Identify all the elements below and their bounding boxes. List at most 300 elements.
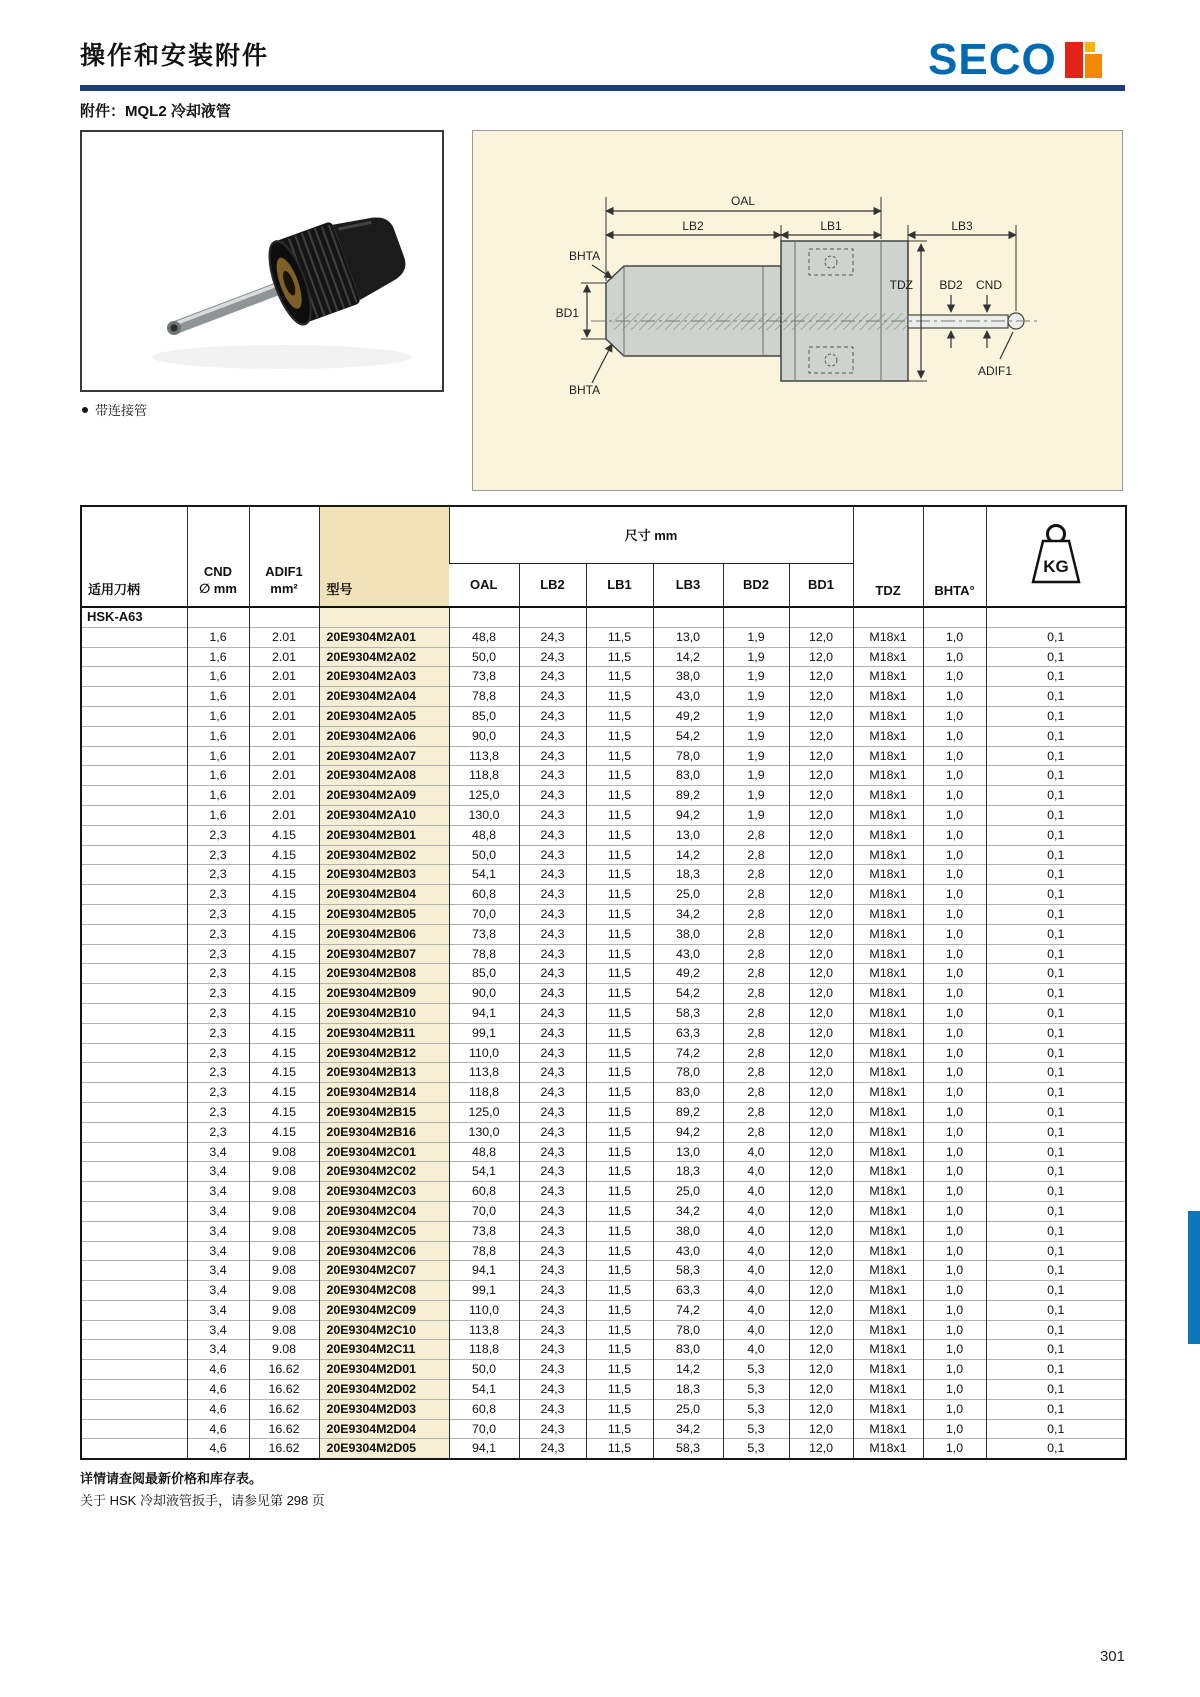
col-header-lb2: LB2 [519, 563, 586, 607]
table-row [81, 825, 1126, 845]
cell-bd1: 12,0 [789, 647, 853, 667]
cell-oal: 50,0 [449, 1360, 519, 1380]
table-row [81, 627, 1126, 647]
cell-tdz: M18x1 [853, 1439, 923, 1459]
cell-lb2: 24,3 [519, 825, 586, 845]
cell-lb2: 24,3 [519, 1201, 586, 1221]
table-row [81, 1320, 1126, 1340]
cell-oal: 99,1 [449, 1023, 519, 1043]
cell-tdz: M18x1 [853, 1201, 923, 1221]
cell-lb3: 54,2 [653, 726, 723, 746]
cell-tdz: M18x1 [853, 1360, 923, 1380]
cell-bd2: 4,0 [723, 1221, 789, 1241]
group-empty-cell [586, 607, 653, 627]
cell-bd1: 12,0 [789, 825, 853, 845]
cell-kg: 0,1 [986, 845, 1126, 865]
cell-kg: 0,1 [986, 1320, 1126, 1340]
table-row [81, 865, 1126, 885]
cell-bd1: 12,0 [789, 687, 853, 707]
cell-oal: 118,8 [449, 1083, 519, 1103]
cell-lb1: 11,5 [586, 1399, 653, 1419]
cell-bd2: 4,0 [723, 1261, 789, 1281]
cell-model: 20E9304M2A08 [319, 766, 449, 786]
cell-tdz: M18x1 [853, 1261, 923, 1281]
cell-bd1: 12,0 [789, 904, 853, 924]
table-row [81, 1261, 1126, 1281]
cell-lb3: 34,2 [653, 1419, 723, 1439]
cell-bd1: 12,0 [789, 1380, 853, 1400]
cell-adif1: 4.15 [249, 1023, 319, 1043]
cell-adif1: 16.62 [249, 1399, 319, 1419]
cell-bd2: 2,8 [723, 825, 789, 845]
cell-bd2: 5,3 [723, 1360, 789, 1380]
cell-lb2: 24,3 [519, 1023, 586, 1043]
cell-adif1: 16.62 [249, 1439, 319, 1459]
cell-lb3: 18,3 [653, 865, 723, 885]
cell-tdz: M18x1 [853, 1221, 923, 1241]
cell-bhta: 1,0 [923, 984, 986, 1004]
cell-bd2: 2,8 [723, 1003, 789, 1023]
cell-holder [81, 1201, 187, 1221]
cell-model: 20E9304M2D02 [319, 1380, 449, 1400]
cell-tdz: M18x1 [853, 845, 923, 865]
group-empty-cell [187, 607, 249, 627]
cell-tdz: M18x1 [853, 1003, 923, 1023]
cell-bd1: 12,0 [789, 1399, 853, 1419]
cell-tdz: M18x1 [853, 1340, 923, 1360]
svg-text:KG: KG [1043, 557, 1069, 576]
cell-model: 20E9304M2B02 [319, 845, 449, 865]
cell-lb1: 11,5 [586, 1043, 653, 1063]
cell-cnd: 1,6 [187, 706, 249, 726]
col-header-model: 型号 [319, 506, 449, 607]
cell-bd1: 12,0 [789, 1182, 853, 1202]
table-row [81, 964, 1126, 984]
cell-oal: 90,0 [449, 984, 519, 1004]
cell-kg: 0,1 [986, 825, 1126, 845]
cell-tdz: M18x1 [853, 805, 923, 825]
cell-bd2: 1,9 [723, 805, 789, 825]
cell-lb3: 83,0 [653, 766, 723, 786]
cell-kg: 0,1 [986, 766, 1126, 786]
diagram-panel [472, 130, 1123, 491]
cell-cnd: 2,3 [187, 1122, 249, 1142]
cell-lb1: 11,5 [586, 865, 653, 885]
table-row [81, 1399, 1126, 1419]
cell-bhta: 1,0 [923, 667, 986, 687]
cell-holder [81, 766, 187, 786]
cell-lb1: 11,5 [586, 904, 653, 924]
cell-bd2: 2,8 [723, 885, 789, 905]
cell-oal: 73,8 [449, 667, 519, 687]
cell-bd2: 2,8 [723, 984, 789, 1004]
cell-lb3: 78,0 [653, 1063, 723, 1083]
cell-holder [81, 1083, 187, 1103]
cell-bd2: 2,8 [723, 964, 789, 984]
cell-bhta: 1,0 [923, 1003, 986, 1023]
cell-adif1: 4.15 [249, 1083, 319, 1103]
cell-oal: 54,1 [449, 865, 519, 885]
cell-lb2: 24,3 [519, 647, 586, 667]
cell-model: 20E9304M2B12 [319, 1043, 449, 1063]
cell-lb2: 24,3 [519, 964, 586, 984]
cell-lb2: 24,3 [519, 786, 586, 806]
cell-model: 20E9304M2B07 [319, 944, 449, 964]
cell-oal: 125,0 [449, 786, 519, 806]
cell-bhta: 1,0 [923, 924, 986, 944]
cell-model: 20E9304M2A04 [319, 687, 449, 707]
cell-tdz: M18x1 [853, 1083, 923, 1103]
cell-lb1: 11,5 [586, 1261, 653, 1281]
group-empty-cell [789, 607, 853, 627]
cell-lb1: 11,5 [586, 1201, 653, 1221]
cell-oal: 60,8 [449, 1182, 519, 1202]
seco-squares-icon [1065, 40, 1105, 80]
cell-lb2: 24,3 [519, 984, 586, 1004]
cell-holder [81, 1063, 187, 1083]
cell-bd1: 12,0 [789, 1122, 853, 1142]
cell-lb2: 24,3 [519, 944, 586, 964]
product-photo [82, 132, 442, 390]
cell-bd2: 2,8 [723, 1122, 789, 1142]
cell-lb1: 11,5 [586, 726, 653, 746]
cell-cnd: 3,4 [187, 1201, 249, 1221]
cell-cnd: 2,3 [187, 964, 249, 984]
group-empty-cell [449, 607, 519, 627]
cell-adif1: 2.01 [249, 726, 319, 746]
col-header-lb1: LB1 [586, 563, 653, 607]
cell-kg: 0,1 [986, 687, 1126, 707]
cell-cnd: 2,3 [187, 984, 249, 1004]
cell-adif1: 16.62 [249, 1380, 319, 1400]
cell-tdz: M18x1 [853, 1300, 923, 1320]
cell-adif1: 9.08 [249, 1300, 319, 1320]
cell-model: 20E9304M2D05 [319, 1439, 449, 1459]
cell-model: 20E9304M2A09 [319, 786, 449, 806]
cell-bd1: 12,0 [789, 1063, 853, 1083]
table-row [81, 1182, 1126, 1202]
cell-tdz: M18x1 [853, 647, 923, 667]
cell-cnd: 2,3 [187, 1043, 249, 1063]
cell-lb1: 11,5 [586, 766, 653, 786]
cell-holder [81, 885, 187, 905]
bullet-note [82, 400, 147, 419]
cell-model: 20E9304M2C04 [319, 1201, 449, 1221]
cell-bhta: 1,0 [923, 1162, 986, 1182]
cell-lb3: 63,3 [653, 1023, 723, 1043]
cell-bhta: 1,0 [923, 825, 986, 845]
cell-bhta: 1,0 [923, 1439, 986, 1459]
cell-adif1: 9.08 [249, 1281, 319, 1301]
cell-bd1: 12,0 [789, 627, 853, 647]
cell-adif1: 2.01 [249, 805, 319, 825]
cell-adif1: 4.15 [249, 964, 319, 984]
cell-model: 20E9304M2B08 [319, 964, 449, 984]
cell-lb2: 24,3 [519, 904, 586, 924]
cell-lb1: 11,5 [586, 1162, 653, 1182]
cell-bd2: 1,9 [723, 766, 789, 786]
cell-bd2: 5,3 [723, 1419, 789, 1439]
cell-kg: 0,1 [986, 1102, 1126, 1122]
cell-lb1: 11,5 [586, 667, 653, 687]
cell-bd1: 12,0 [789, 1320, 853, 1340]
cell-lb2: 24,3 [519, 1241, 586, 1261]
cell-lb2: 24,3 [519, 746, 586, 766]
cell-lb1: 11,5 [586, 687, 653, 707]
cell-lb3: 34,2 [653, 904, 723, 924]
cell-bd2: 2,8 [723, 924, 789, 944]
cell-adif1: 2.01 [249, 627, 319, 647]
cell-model: 20E9304M2B10 [319, 1003, 449, 1023]
cell-lb2: 24,3 [519, 667, 586, 687]
cell-bd1: 12,0 [789, 924, 853, 944]
cell-lb1: 11,5 [586, 1380, 653, 1400]
cell-cnd: 1,6 [187, 786, 249, 806]
cell-bd1: 12,0 [789, 1261, 853, 1281]
cell-oal: 94,1 [449, 1439, 519, 1459]
cell-cnd: 3,4 [187, 1182, 249, 1202]
cell-bd2: 4,0 [723, 1182, 789, 1202]
table-row [81, 766, 1126, 786]
cell-adif1: 4.15 [249, 924, 319, 944]
cell-model: 20E9304M2B04 [319, 885, 449, 905]
cell-lb1: 11,5 [586, 1340, 653, 1360]
cell-tdz: M18x1 [853, 766, 923, 786]
cell-lb3: 13,0 [653, 627, 723, 647]
col-header-kg [986, 506, 1126, 607]
cell-oal: 73,8 [449, 924, 519, 944]
cell-bhta: 1,0 [923, 746, 986, 766]
cell-holder [81, 1182, 187, 1202]
cell-bhta: 1,0 [923, 726, 986, 746]
cell-lb3: 18,3 [653, 1162, 723, 1182]
cell-holder [81, 627, 187, 647]
cell-kg: 0,1 [986, 1162, 1126, 1182]
cell-model: 20E9304M2D01 [319, 1360, 449, 1380]
cell-oal: 113,8 [449, 1320, 519, 1340]
cell-lb3: 94,2 [653, 805, 723, 825]
cell-cnd: 1,6 [187, 647, 249, 667]
cell-oal: 70,0 [449, 1201, 519, 1221]
cell-lb1: 11,5 [586, 1241, 653, 1261]
cell-kg: 0,1 [986, 1003, 1126, 1023]
cell-adif1: 2.01 [249, 667, 319, 687]
cell-holder [81, 1281, 187, 1301]
table-header [81, 506, 1126, 607]
cell-cnd: 2,3 [187, 904, 249, 924]
cell-kg: 0,1 [986, 1122, 1126, 1142]
table-row [81, 786, 1126, 806]
table-row [81, 904, 1126, 924]
cell-lb3: 38,0 [653, 1221, 723, 1241]
cell-kg: 0,1 [986, 1063, 1126, 1083]
group-label: HSK-A63 [81, 607, 187, 627]
cell-lb1: 11,5 [586, 1102, 653, 1122]
cell-tdz: M18x1 [853, 1162, 923, 1182]
cell-bd1: 12,0 [789, 766, 853, 786]
cell-bhta: 1,0 [923, 964, 986, 984]
col-header-adif1: ADIF1 mm² [249, 506, 319, 607]
cell-kg: 0,1 [986, 1380, 1126, 1400]
cell-cnd: 3,4 [187, 1221, 249, 1241]
cell-bhta: 1,0 [923, 1300, 986, 1320]
cell-lb3: 43,0 [653, 944, 723, 964]
cell-bd2: 4,0 [723, 1300, 789, 1320]
table-row [81, 924, 1126, 944]
table-row [81, 1142, 1126, 1162]
cell-cnd: 1,6 [187, 805, 249, 825]
cell-bd1: 12,0 [789, 726, 853, 746]
cell-oal: 118,8 [449, 1340, 519, 1360]
label-lb1: LB1 [820, 219, 842, 233]
cell-bhta: 1,0 [923, 706, 986, 726]
cell-tdz: M18x1 [853, 944, 923, 964]
cell-bd2: 4,0 [723, 1320, 789, 1340]
cell-model: 20E9304M2C01 [319, 1142, 449, 1162]
cell-cnd: 2,3 [187, 885, 249, 905]
dimension-diagram [473, 131, 1122, 490]
cell-tdz: M18x1 [853, 667, 923, 687]
cell-bd2: 1,9 [723, 667, 789, 687]
cell-lb2: 24,3 [519, 1340, 586, 1360]
cell-lb3: 14,2 [653, 1360, 723, 1380]
cell-adif1: 9.08 [249, 1320, 319, 1340]
cell-model: 20E9304M2B03 [319, 865, 449, 885]
cell-bd2: 4,0 [723, 1142, 789, 1162]
cell-lb3: 13,0 [653, 825, 723, 845]
cell-lb2: 24,3 [519, 1142, 586, 1162]
cell-bhta: 1,0 [923, 1102, 986, 1122]
cell-tdz: M18x1 [853, 1122, 923, 1142]
cell-tdz: M18x1 [853, 1142, 923, 1162]
cell-bd1: 12,0 [789, 1023, 853, 1043]
cell-bd1: 12,0 [789, 805, 853, 825]
cell-lb1: 11,5 [586, 845, 653, 865]
group-empty-cell [923, 607, 986, 627]
cell-lb3: 25,0 [653, 1399, 723, 1419]
cell-cnd: 3,4 [187, 1281, 249, 1301]
cell-lb2: 24,3 [519, 1003, 586, 1023]
seco-logo [928, 35, 1105, 84]
cell-holder [81, 1241, 187, 1261]
cell-lb2: 24,3 [519, 924, 586, 944]
page-number: 301 [1099, 1648, 1125, 1665]
cell-bhta: 1,0 [923, 1360, 986, 1380]
cell-adif1: 9.08 [249, 1142, 319, 1162]
cell-lb2: 24,3 [519, 1122, 586, 1142]
cell-holder [81, 726, 187, 746]
cell-bd1: 12,0 [789, 944, 853, 964]
cell-lb3: 43,0 [653, 1241, 723, 1261]
cell-model: 20E9304M2C03 [319, 1182, 449, 1202]
cell-holder [81, 1320, 187, 1340]
cell-bd1: 12,0 [789, 964, 853, 984]
cell-oal: 90,0 [449, 726, 519, 746]
cell-holder [81, 1439, 187, 1459]
cell-bd2: 1,9 [723, 746, 789, 766]
coolant-tube-icon [167, 280, 290, 335]
cell-bd1: 12,0 [789, 865, 853, 885]
cell-model: 20E9304M2A03 [319, 667, 449, 687]
cell-model: 20E9304M2C09 [319, 1300, 449, 1320]
cell-lb1: 11,5 [586, 1063, 653, 1083]
cell-model: 20E9304M2B16 [319, 1122, 449, 1142]
label-oal: OAL [730, 194, 756, 208]
cell-bhta: 1,0 [923, 1340, 986, 1360]
cell-cnd: 4,6 [187, 1399, 249, 1419]
group-empty-cell [723, 607, 789, 627]
cell-adif1: 4.15 [249, 1003, 319, 1023]
cell-model: 20E9304M2C05 [319, 1221, 449, 1241]
cell-kg: 0,1 [986, 1360, 1126, 1380]
cell-model: 20E9304M2B14 [319, 1083, 449, 1103]
cell-kg: 0,1 [986, 1083, 1126, 1103]
section-side-tab [1188, 1211, 1200, 1344]
cell-bd1: 12,0 [789, 1102, 853, 1122]
cell-cnd: 3,4 [187, 1300, 249, 1320]
cell-lb2: 24,3 [519, 1360, 586, 1380]
cell-cnd: 2,3 [187, 825, 249, 845]
cell-lb3: 58,3 [653, 1261, 723, 1281]
cell-bhta: 1,0 [923, 647, 986, 667]
table-row [81, 1340, 1126, 1360]
cell-bd1: 12,0 [789, 1281, 853, 1301]
cell-bhta: 1,0 [923, 1241, 986, 1261]
table-row [81, 944, 1126, 964]
cell-oal: 60,8 [449, 885, 519, 905]
cell-tdz: M18x1 [853, 1320, 923, 1340]
cell-oal: 113,8 [449, 746, 519, 766]
cell-lb2: 24,3 [519, 1419, 586, 1439]
cell-lb1: 11,5 [586, 647, 653, 667]
cell-model: 20E9304M2C07 [319, 1261, 449, 1281]
cell-bd1: 12,0 [789, 1439, 853, 1459]
cell-adif1: 2.01 [249, 706, 319, 726]
cell-kg: 0,1 [986, 1439, 1126, 1459]
footnotes [80, 1468, 325, 1512]
label-bd2: BD2 [939, 278, 963, 292]
table-row [81, 845, 1126, 865]
cell-bd1: 12,0 [789, 667, 853, 687]
table-row [81, 706, 1126, 726]
cell-lb3: 83,0 [653, 1340, 723, 1360]
cell-holder [81, 746, 187, 766]
cell-lb3: 49,2 [653, 706, 723, 726]
cell-kg: 0,1 [986, 1399, 1126, 1419]
col-header-cnd: CND ∅ mm [187, 506, 249, 607]
cell-model: 20E9304M2C06 [319, 1241, 449, 1261]
cell-bhta: 1,0 [923, 1261, 986, 1281]
cell-adif1: 4.15 [249, 904, 319, 924]
cell-bd1: 12,0 [789, 706, 853, 726]
table-row [81, 1439, 1126, 1459]
cell-lb1: 11,5 [586, 1320, 653, 1340]
cell-cnd: 2,3 [187, 1023, 249, 1043]
cell-adif1: 9.08 [249, 1340, 319, 1360]
cell-adif1: 2.01 [249, 766, 319, 786]
cell-lb2: 24,3 [519, 1300, 586, 1320]
cell-lb3: 14,2 [653, 845, 723, 865]
col-header-lb3: LB3 [653, 563, 723, 607]
cell-lb2: 24,3 [519, 805, 586, 825]
cell-adif1: 4.15 [249, 825, 319, 845]
cell-bd2: 1,9 [723, 687, 789, 707]
footnote-2: 关于 HSK 冷却液管扳手，请参见第 298 页 [80, 1493, 325, 1509]
cell-cnd: 3,4 [187, 1142, 249, 1162]
cell-kg: 0,1 [986, 1281, 1126, 1301]
cell-bd2: 2,8 [723, 1063, 789, 1083]
cell-model: 20E9304M2D03 [319, 1399, 449, 1419]
